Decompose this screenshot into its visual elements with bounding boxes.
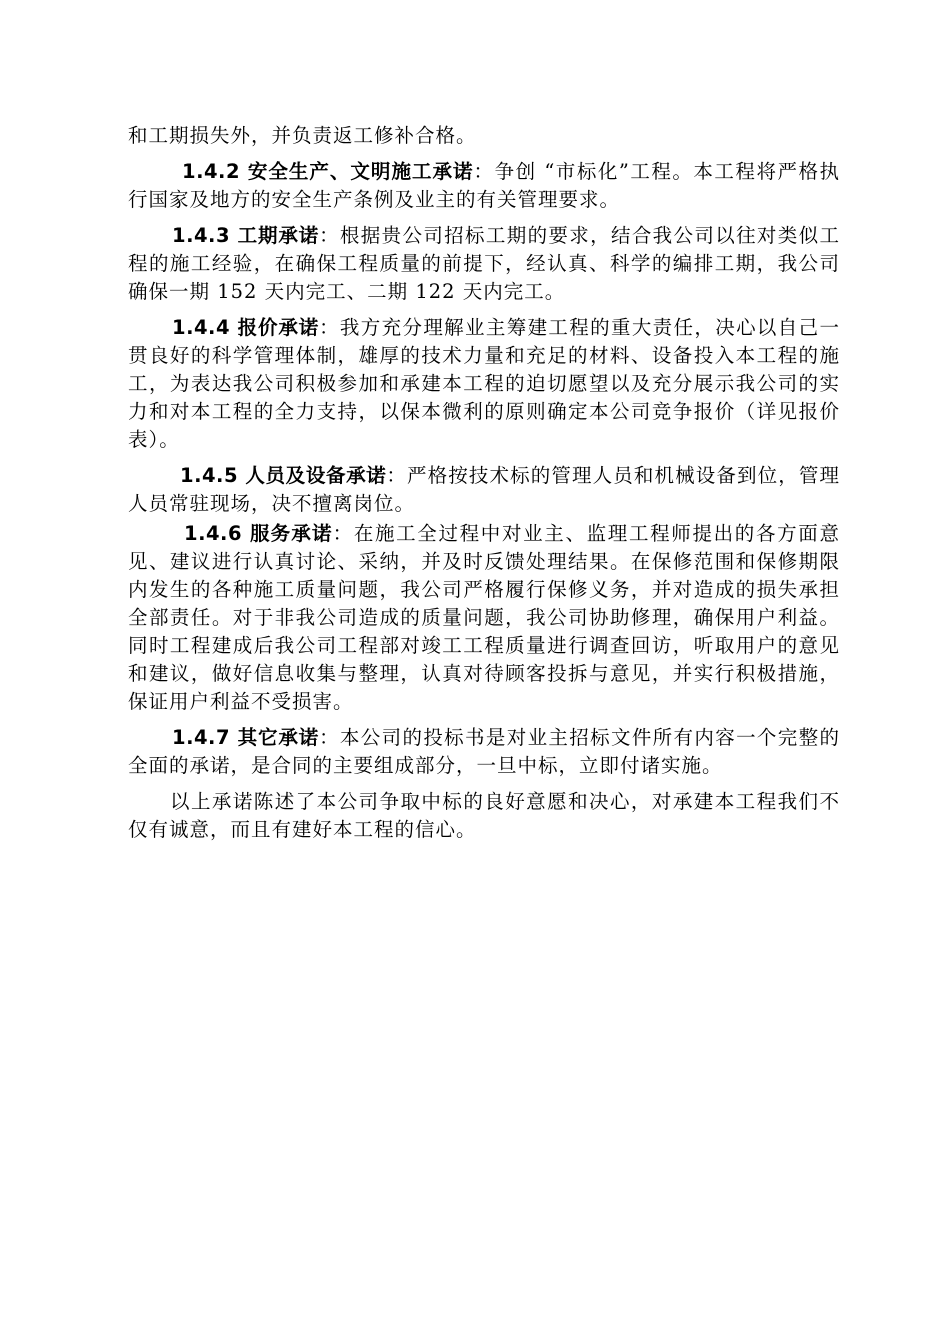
section-heading-1-4-7: 1.4.7 其它承诺: [172, 726, 320, 749]
paragraph-safety-commitment: [128, 158, 840, 214]
paragraph-text: 以上承诺陈述了本公司争取中标的良好意愿和决心，对承建本工程我们不仅有诚意，而且有建好本工程的信心。: [128, 790, 840, 841]
section-heading-1-4-4: 1.4.4 报价承诺: [172, 316, 320, 339]
paragraph-text: 严格按技术标的管理人员和机械设备到位，管理人员常驻现场，决不擅离岗位。: [128, 464, 840, 515]
heading-separator: ：: [473, 160, 495, 183]
paragraph-text: 争创 “市标化”工程。本工程将严格执行国家及地方的安全生产条例及业主的有关管理要求。: [128, 160, 841, 211]
paragraph-conclusion: [128, 788, 840, 844]
paragraph-continuation: [128, 122, 840, 150]
heading-separator: ：: [332, 522, 354, 545]
section-heading-1-4-2: 1.4.2 安全生产、文明施工承诺: [182, 160, 474, 183]
paragraph-text: 根据贵公司招标工期的要求，结合我公司以往对类似工程的施工经验，在确保工程质量的前提下，经认真、科学的编排工期，我公司确保一期 152 天内完工、二期 122 天内完工。: [128, 224, 840, 303]
paragraph-text: 我方充分理解业主筹建工程的重大责任，决心以自己一贯良好的科学管理体制，雄厚的技术力量和充足的材料、设备投入本工程的施工，为表达我公司积极参加和承建本工程的迫切愿望以及充分展示我公司的实力和对本工程的全力支持，以保本微利的原则确定本公司竞争报价（详见报价表）。: [128, 316, 840, 451]
paragraph-text: 在施工全过程中对业主、监理工程师提出的各方面意见、建议进行认真讨论、采纳，并及时反馈处理结果。在保修范围和保修期限内发生的各种施工质量问题，我公司严格履行保修义务，并对造成的损失承担全部责任。对于非我公司造成的质量问题，我公司协助修理，确保用户利益。同时工程建成后我公司工程部对竣工工程质量进行调查回访，听取用户的意见和建议，做好信息收集与整理，认真对待顾客投拆与意见，并实行积极措施，保证用户利益不受损害。: [128, 522, 840, 713]
paragraph-pricing-commitment: [128, 314, 840, 454]
paragraph-text: 和工期损失外，并负责返工修补合格。: [128, 124, 477, 147]
section-heading-1-4-3: 1.4.3 工期承诺: [172, 224, 320, 247]
section-heading-1-4-5: 1.4.5 人员及设备承诺: [180, 464, 387, 487]
paragraph-other-commitment: [128, 724, 840, 780]
heading-separator: ：: [319, 224, 340, 247]
heading-separator: ：: [319, 316, 340, 339]
paragraph-text: 本公司的投标书是对业主招标文件所有内容一个完整的全面的承诺，是合同的主要组成部分，一旦中标，立即付诸实施。: [128, 726, 840, 777]
paragraph-schedule-commitment: [128, 222, 840, 306]
section-heading-1-4-6: 1.4.6 服务承诺: [184, 522, 333, 545]
paragraph-service-commitment: [128, 520, 840, 716]
heading-separator: ：: [319, 726, 340, 749]
heading-separator: ：: [386, 464, 407, 487]
document-body: [128, 122, 840, 844]
paragraph-personnel-commitment: [128, 462, 840, 518]
